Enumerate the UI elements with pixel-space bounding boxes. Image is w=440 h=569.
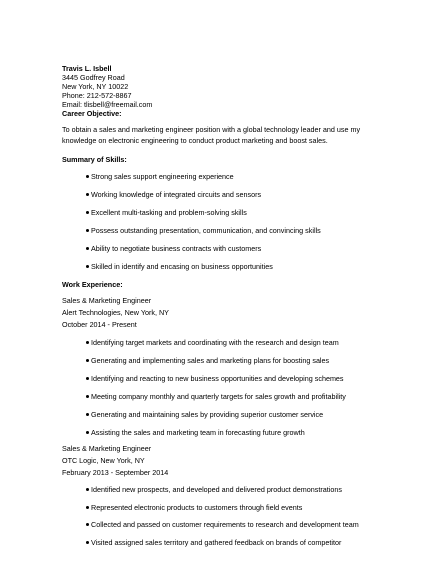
duty-item: Meeting company monthly and quarterly targets for sales growth and profitability [86,392,346,401]
email-line: Email: tlisbell@freemail.com [62,100,153,109]
bullet-icon [86,359,89,362]
duty-item: Visited assigned sales territory and gathered feedback on brands of competitor [86,538,341,547]
objective-text-line-1: To obtain a sales and marketing engineer position with a global technology leader and use my [62,125,361,134]
bullet-icon [86,506,89,509]
duty-item: Identified new prospects, and developed and delivered product demonstrations [86,485,342,494]
candidate-name: Travis L. Isbell [62,64,112,73]
bullet-icon [86,175,89,178]
bullet-icon [86,523,89,526]
duty-item: Identifying target markets and coordinating with the research and design team [86,338,339,347]
job-dates: October 2014 - Present [62,320,137,329]
job-title: Sales & Marketing Engineer [62,444,152,453]
skill-item: Skilled in identify and encasing on business opportunities [86,262,273,271]
job-title: Sales & Marketing Engineer [62,296,152,305]
city-line: New York, NY 10022 [62,82,129,91]
skill-item: Working knowledge of integrated circuits and sensors [86,190,261,199]
duty-item: Generating and maintaining sales by providing superior customer service [86,410,323,419]
bullet-icon [86,193,89,196]
duty-item: Identifying and reacting to new business opportunities and developing schemes [86,374,344,383]
bullet-icon [86,488,89,491]
experience-heading: Work Experience: [62,280,123,289]
bullet-icon [86,341,89,344]
objective-text-line-2: knowledge on electronic engineering to conduct product marketing and boost sales. [62,136,328,145]
job-dates: February 2013 - September 2014 [62,468,169,477]
job-company: Alert Technologies, New York, NY [62,308,169,317]
duty-item: Represented electronic products to customers through field events [86,503,302,512]
bullet-icon [86,541,89,544]
bullet-icon [86,229,89,232]
bullet-icon [86,395,89,398]
skill-item: Possess outstanding presentation, communication, and convincing skills [86,226,321,235]
skills-heading: Summary of Skills: [62,155,127,164]
objective-heading: Career Objective: [62,109,122,118]
bullet-icon [86,211,89,214]
skill-item: Ability to negotiate business contracts with customers [86,244,261,253]
bullet-icon [86,265,89,268]
job-company: OTC Logic, New York, NY [62,456,145,465]
bullet-icon [86,377,89,380]
bullet-icon [86,413,89,416]
skill-item: Strong sales support engineering experience [86,172,234,181]
bullet-icon [86,247,89,250]
duty-item: Generating and implementing sales and marketing plans for boosting sales [86,356,329,365]
skill-item: Excellent multi-tasking and problem-solving skills [86,208,247,217]
duty-item: Collected and passed on customer requirements to research and development team [86,520,359,529]
address-line: 3445 Godfrey Road [62,73,125,82]
duty-item: Assisting the sales and marketing team in forecasting future growth [86,428,305,437]
bullet-icon [86,431,89,434]
phone-line: Phone: 212-572-8867 [62,91,132,100]
